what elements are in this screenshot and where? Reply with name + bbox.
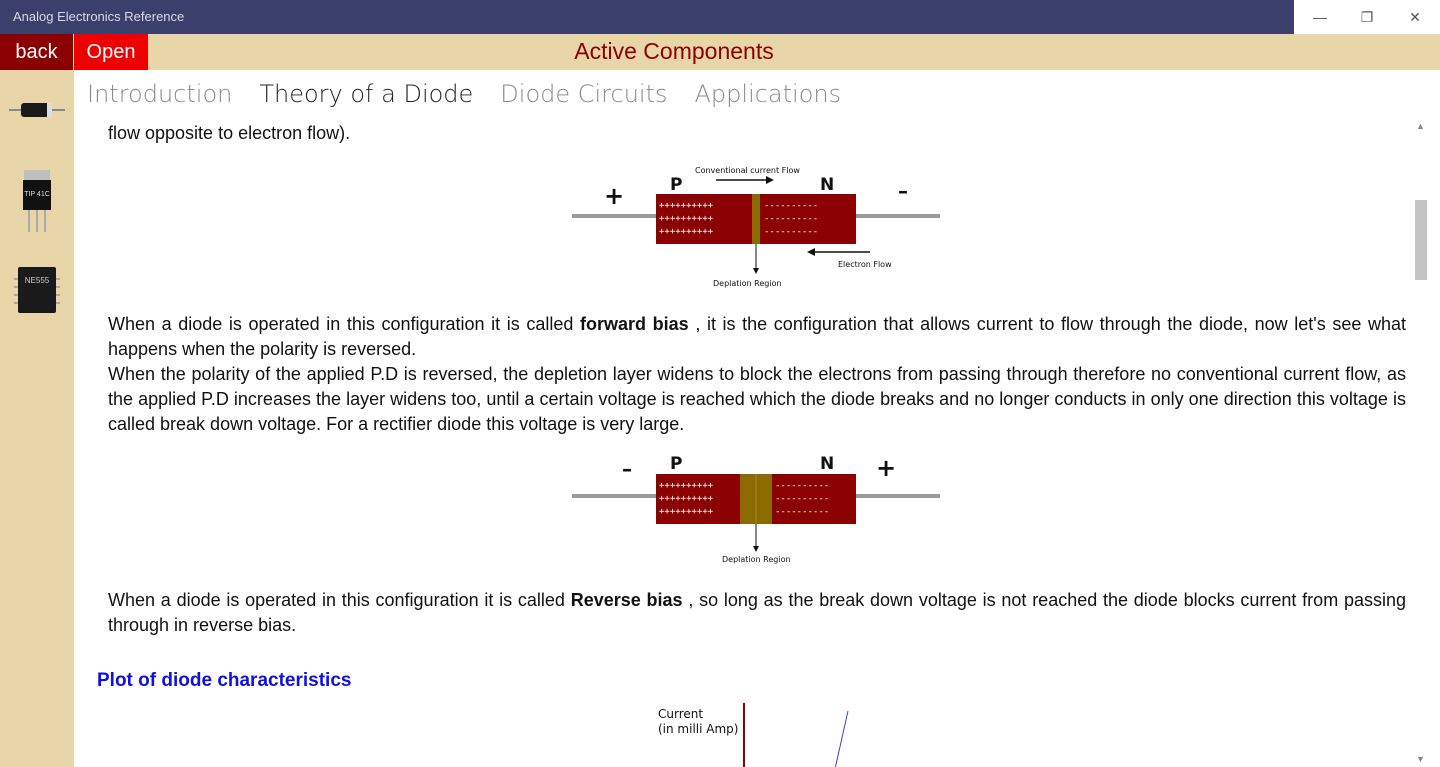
plot-ylabel-unit: (in milli Amp) bbox=[658, 722, 739, 736]
window-title: Analog Electronics Reference bbox=[13, 9, 185, 24]
ic-chip-icon bbox=[12, 265, 62, 315]
negative-terminal: – bbox=[622, 457, 632, 481]
paragraph-intro-end: flow opposite to electron flow). bbox=[108, 123, 351, 143]
p-region-label: P bbox=[670, 454, 683, 474]
forward-bias-term: forward bias bbox=[580, 314, 689, 334]
plus-charges-row: ++++++++++ bbox=[659, 481, 714, 491]
paragraph-forward-bias: When a diode is operated in this configuration it is called forward bias , it is the configuration that allows current to flow through the diode, now let's see what happens when the polarity is reversed. bbox=[108, 314, 1406, 359]
plot-ylabel: Current bbox=[658, 707, 704, 721]
paragraph-reverse-polarity: When the polarity of the applied P.D is reversed, the depletion layer widens to block the electrons from passing through therefore no conventional current flow, as the applied P.D increases the layer widens too, until a certain voltage is reached which the diode breaks and no longer conducts in only one direction this voltage is called break down voltage. For a rectifier diode this voltage is very large. bbox=[108, 364, 1406, 434]
tab-diode-circuits[interactable]: Diode Circuits bbox=[500, 80, 668, 108]
plus-charges-row: ++++++++++ bbox=[659, 214, 714, 224]
scroll-down-icon[interactable]: ▼ bbox=[1416, 754, 1425, 764]
article-content bbox=[74, 118, 1414, 767]
sidebar bbox=[0, 70, 74, 767]
forward-bias-diagram bbox=[570, 160, 942, 290]
diode-icon bbox=[7, 98, 67, 122]
sidebar-item-diode[interactable] bbox=[0, 98, 74, 122]
transistor-label: TIP 41C bbox=[24, 191, 50, 198]
titlebar-area bbox=[0, 0, 1294, 34]
depletion-region-label: Deplation Region bbox=[713, 279, 782, 288]
positive-terminal: + bbox=[876, 454, 897, 482]
restore-button[interactable] bbox=[1343, 0, 1391, 34]
minus-charges-row: ---------- bbox=[775, 507, 830, 517]
negative-terminal: – bbox=[898, 179, 908, 203]
sidebar-item-transistor[interactable] bbox=[0, 168, 74, 234]
plus-charges-row: ++++++++++ bbox=[659, 507, 714, 517]
scroll-thumb[interactable] bbox=[1415, 200, 1427, 280]
tab-theory-of-a-diode[interactable]: Theory of a Diode bbox=[259, 80, 474, 108]
transistor-icon bbox=[17, 168, 57, 234]
minimize-button[interactable] bbox=[1296, 0, 1344, 34]
minus-charges-row: ---------- bbox=[764, 214, 819, 224]
tab-bar bbox=[87, 80, 841, 114]
conventional-current-label: Conventional current Flow bbox=[695, 166, 800, 175]
reverse-bias-diagram bbox=[570, 452, 942, 568]
minus-charges-row: ---------- bbox=[775, 481, 830, 491]
depletion-region-label: Deplation Region bbox=[722, 555, 791, 564]
positive-terminal: + bbox=[604, 182, 625, 210]
p-region-label: P bbox=[670, 175, 683, 195]
page-title: Active Components bbox=[574, 38, 774, 64]
plus-charges-row: ++++++++++ bbox=[659, 201, 714, 211]
close-button[interactable] bbox=[1391, 0, 1439, 34]
restore-icon: ❐ bbox=[1360, 8, 1374, 25]
app-bar bbox=[0, 34, 1440, 70]
window-titlebar bbox=[0, 0, 1440, 34]
n-region-label: N bbox=[820, 454, 835, 474]
scroll-up-icon[interactable]: ▲ bbox=[1416, 121, 1425, 131]
open-button[interactable]: Open bbox=[74, 34, 148, 70]
minus-charges-row: ---------- bbox=[764, 201, 819, 211]
tab-introduction[interactable]: Introduction bbox=[87, 80, 233, 108]
diode-characteristics-plot bbox=[654, 703, 854, 767]
plus-charges-row: ++++++++++ bbox=[659, 227, 714, 237]
paragraph-reverse-bias: When a diode is operated in this configuration it is called Reverse bias , so long as the break down voltage is not reached the diode blocks current from passing through in reverse bias. bbox=[108, 590, 1406, 635]
content-scrollbar[interactable] bbox=[1414, 118, 1434, 767]
ic-label: NE555 bbox=[24, 276, 50, 285]
sidebar-item-ic[interactable] bbox=[0, 265, 74, 315]
reverse-bias-term: Reverse bias bbox=[570, 590, 683, 610]
tab-applications[interactable]: Applications bbox=[694, 80, 842, 108]
back-button[interactable]: back bbox=[0, 34, 73, 70]
plus-charges-row: ++++++++++ bbox=[659, 494, 714, 504]
minimize-icon: — bbox=[1313, 9, 1327, 25]
section-title-plot: Plot of diode characteristics bbox=[97, 670, 352, 691]
minus-charges-row: ---------- bbox=[764, 227, 819, 237]
minus-charges-row: ---------- bbox=[775, 494, 830, 504]
n-region-label: N bbox=[820, 175, 835, 195]
electron-flow-label: Electron Flow bbox=[838, 260, 892, 269]
close-icon: ✕ bbox=[1409, 8, 1421, 25]
